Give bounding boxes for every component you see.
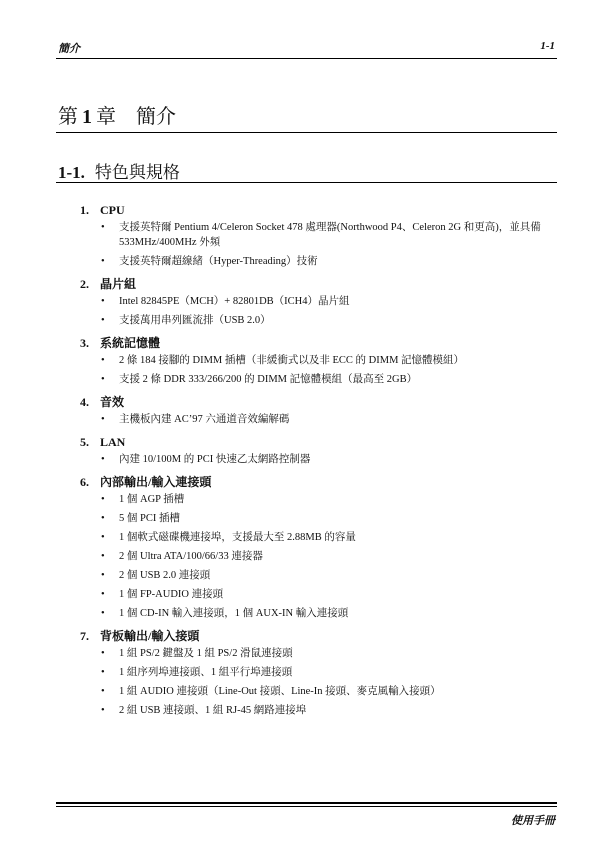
bullet-text: 2 條 184 接腳的 DIMM 插槽（非緩衝式以及非 ECC 的 DIMM 記憶體模組） (119, 355, 465, 366)
bullet-list (80, 412, 557, 427)
spec-item-heading (80, 392, 557, 412)
bullet-text: 1 個軟式磁碟機連接埠，支援最大至 2.88MB 的容量 (119, 532, 356, 543)
bullet-text: 支援英特爾超線緒（Hyper-Threading）技術 (119, 256, 318, 267)
bullet-item (80, 606, 557, 621)
bullet-item (80, 492, 557, 507)
header-rule (56, 58, 557, 59)
footer-rule-thick (56, 802, 557, 804)
bullet-item (80, 568, 557, 583)
spec-item-number: 7. (80, 629, 89, 643)
spec-item-heading (80, 626, 557, 646)
spec-item-number: 5. (80, 435, 89, 449)
bullet-item (80, 372, 557, 387)
bullet-list (80, 452, 557, 467)
bullet-icon: • (101, 686, 105, 697)
bullet-text: 主機板內建 AC’97 六通道音效編解碼 (119, 414, 290, 425)
spec-item-title: 內部輸出/輸入連接頭 (100, 475, 212, 489)
spec-item-title: 音效 (100, 395, 125, 409)
spec-item (80, 274, 557, 328)
spec-item-number: 4. (80, 395, 89, 409)
spec-item-heading (80, 333, 557, 353)
bullet-item (80, 530, 557, 545)
running-header (58, 40, 555, 56)
bullet-item (80, 294, 557, 309)
bullet-item (80, 646, 557, 661)
bullet-text: 內建 10/100M 的 PCI 快速乙太網路控制器 (119, 454, 311, 465)
bullet-text: 支援 2 條 DDR 333/266/200 的 DIMM 記憶體模組（最高至 2GB） (119, 374, 418, 385)
bullet-item (80, 549, 557, 564)
spec-item (80, 432, 557, 467)
bullet-text: 1 組序列埠連接頭、1 組平行埠連接頭 (119, 667, 293, 678)
bullet-text: Intel 82845PE（MCH）+ 82801DB（ICH4）晶片組 (119, 296, 350, 307)
footer-title: 使用手冊 (511, 815, 555, 827)
chapter-suffix: 章 (96, 106, 116, 128)
bullet-text: 1 個 FP-AUDIO 連接頭 (119, 589, 224, 600)
bullet-text: 1 個 AGP 插槽 (119, 494, 185, 505)
bullet-icon: • (101, 296, 105, 307)
bullet-list (80, 353, 557, 387)
spec-item-title: LAN (100, 435, 126, 449)
bullet-list (80, 492, 557, 621)
bullet-text: 1 組 AUDIO 連接頭（Line-Out 接頭、Line-In 接頭、麥克風輸入接頭） (119, 686, 441, 697)
bullet-icon: • (101, 374, 105, 385)
spec-item-heading (80, 432, 557, 452)
spec-item-title: 晶片組 (100, 277, 137, 291)
spec-item (80, 392, 557, 427)
section-name: 特色與規格 (94, 163, 180, 182)
bullet-icon: • (101, 256, 105, 267)
bullet-item (80, 220, 557, 250)
bullet-text: 支援萬用串列匯流排（USB 2.0） (119, 315, 271, 326)
bullet-icon: • (101, 414, 105, 425)
bullet-icon: • (101, 705, 105, 716)
bullet-item (80, 511, 557, 526)
spec-item-number: 6. (80, 475, 89, 489)
bullet-item (80, 353, 557, 368)
bullet-icon: • (101, 551, 105, 562)
bullet-item (80, 254, 557, 269)
section-number: 1-1. (58, 163, 85, 182)
chapter-title (58, 100, 176, 129)
bullet-icon: • (101, 570, 105, 581)
bullet-icon: • (101, 648, 105, 659)
bullet-item (80, 313, 557, 328)
spec-list (80, 200, 557, 723)
header-page-number: 1-1 (540, 40, 555, 52)
bullet-icon: • (101, 355, 105, 366)
spec-item (80, 472, 557, 621)
bullet-item (80, 684, 557, 699)
bullet-text: 2 個 USB 2.0 連接頭 (119, 570, 211, 581)
bullet-text: 1 個 CD-IN 輸入連接頭，1 個 AUX-IN 輸入連接頭 (119, 608, 349, 619)
spec-item (80, 200, 557, 269)
spec-item (80, 333, 557, 387)
spec-item-heading (80, 472, 557, 492)
chapter-rule (56, 132, 557, 133)
spec-item (80, 626, 557, 718)
spec-item-number: 2. (80, 277, 89, 291)
section-rule (56, 182, 557, 183)
bullet-item (80, 665, 557, 680)
bullet-text: 5 個 PCI 插槽 (119, 513, 180, 524)
spec-item-number: 3. (80, 336, 89, 350)
bullet-icon: • (101, 532, 105, 543)
bullet-icon: • (101, 494, 105, 505)
bullet-icon: • (101, 454, 105, 465)
spec-item-title: 系統記憶體 (100, 336, 161, 350)
bullet-text: 2 個 Ultra ATA/100/66/33 連接器 (119, 551, 263, 562)
bullet-list (80, 220, 557, 269)
spec-item-number: 1. (80, 203, 89, 217)
bullet-list (80, 646, 557, 718)
bullet-icon: • (101, 608, 105, 619)
bullet-icon: • (101, 222, 105, 233)
bullet-item (80, 703, 557, 718)
spec-item-title: CPU (100, 203, 125, 217)
bullet-item (80, 587, 557, 602)
header-chapter-label: 簡介 (58, 43, 80, 55)
chapter-name: 簡介 (136, 106, 176, 128)
footer-rule-thin (56, 806, 557, 807)
spec-item-heading (80, 200, 557, 220)
chapter-prefix: 第 (58, 106, 78, 128)
bullet-item (80, 452, 557, 467)
bullet-list (80, 294, 557, 328)
section-title (58, 158, 180, 183)
bullet-icon: • (101, 589, 105, 600)
spec-item-title: 背板輸出/輸入接頭 (100, 629, 200, 643)
bullet-text: 支援英特爾 Pentium 4/Celeron Socket 478 處理器(Northwood P4、Celeron 2G 和更高)，並具備 533MHz/400MHz 外頻 (119, 222, 541, 248)
bullet-icon: • (101, 513, 105, 524)
chapter-number: 1 (82, 106, 92, 128)
bullet-text: 1 組 PS/2 鍵盤及 1 組 PS/2 滑鼠連接頭 (119, 648, 293, 659)
spec-item-heading (80, 274, 557, 294)
bullet-item (80, 412, 557, 427)
bullet-icon: • (101, 315, 105, 326)
bullet-icon: • (101, 667, 105, 678)
bullet-text: 2 組 USB 連接頭、1 組 RJ-45 網路連接埠 (119, 705, 307, 716)
